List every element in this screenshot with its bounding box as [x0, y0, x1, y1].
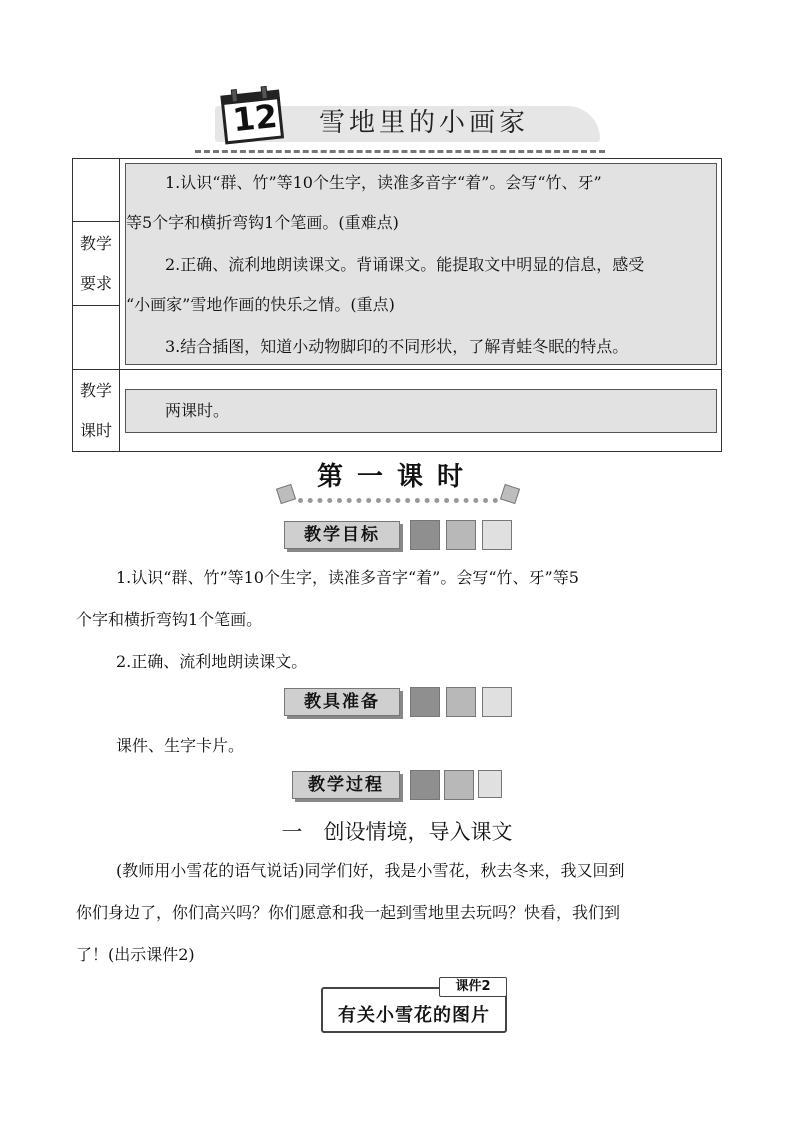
table-row-divider — [73, 369, 721, 370]
table-left-divider — [73, 305, 119, 306]
goal-label-line-2: 要求 — [79, 274, 112, 293]
decor-square — [410, 687, 440, 717]
decor-square-right — [500, 484, 520, 504]
objective-line: 个字和横折弯钩1个笔画。 — [76, 610, 263, 629]
section-dotted-bar — [298, 498, 498, 503]
courseware-text: 有关小雪花的图片 — [338, 1005, 490, 1026]
objective-line: 1.认识“群、竹”等10个生字，读准多音字“着”。会写“竹、牙”等5 — [116, 568, 579, 587]
lesson-number: 12 — [230, 96, 280, 140]
requirement-line: 3.结合插图，知道小动物脚印的不同形状，了解青蛙冬眠的特点。 — [165, 337, 629, 356]
requirement-line: 1.认识“群、竹”等10个生字，读准多音字“着”。会写“竹、牙” — [165, 173, 602, 192]
lesson-banner — [195, 86, 605, 156]
decor-square — [410, 770, 440, 800]
time-label-line-1: 教学 — [79, 381, 112, 400]
courseware-box — [321, 979, 507, 1033]
process-line: 你们身边了，你们高兴吗？你们愿意和我一起到雪地里去玩吗？快看，我们到 — [76, 903, 621, 922]
process-label: 教学过程 — [292, 771, 400, 799]
table-column-divider — [119, 159, 120, 451]
requirement-line: “小画家”雪地作画的快乐之情。(重点) — [126, 295, 395, 314]
section-title: 第一课时 — [316, 462, 477, 492]
decor-square — [446, 687, 476, 717]
requirement-line: 2.正确、流利地朗读课文。背诵课文。能提取文中明显的信息，感受 — [165, 255, 645, 274]
objectives-label: 教学目标 — [284, 521, 400, 549]
decor-square — [482, 687, 512, 717]
decor-square — [444, 770, 474, 800]
requirements-table — [72, 158, 722, 452]
decor-square — [478, 770, 502, 798]
table-left-divider — [73, 221, 119, 222]
process-line: 了！(出示课件2) — [76, 945, 195, 964]
goal-label-line-1: 教学 — [79, 234, 112, 253]
materials-text: 课件、生字卡片。 — [116, 736, 245, 755]
decor-square — [446, 520, 476, 550]
lesson-title: 雪地里的小画家 — [319, 108, 530, 138]
process-line: (教师用小雪花的语气说话)同学们好，我是小雪花，秋去冬来，我又回到 — [116, 861, 625, 880]
step-heading: 一 创设情境，导入课文 — [281, 820, 513, 844]
time-label-line-2: 课时 — [79, 421, 112, 440]
materials-label: 教具准备 — [284, 688, 400, 716]
time-text: 两课时。 — [165, 401, 230, 420]
decor-square — [482, 520, 512, 550]
objective-line: 2.正确、流利地朗读课文。 — [116, 652, 308, 671]
requirement-line: 等5个字和横折弯钩1个笔画。(重难点) — [126, 213, 399, 232]
decor-square — [410, 520, 440, 550]
banner-dashes — [195, 150, 605, 153]
courseware-tag: 课件2 — [439, 977, 507, 997]
